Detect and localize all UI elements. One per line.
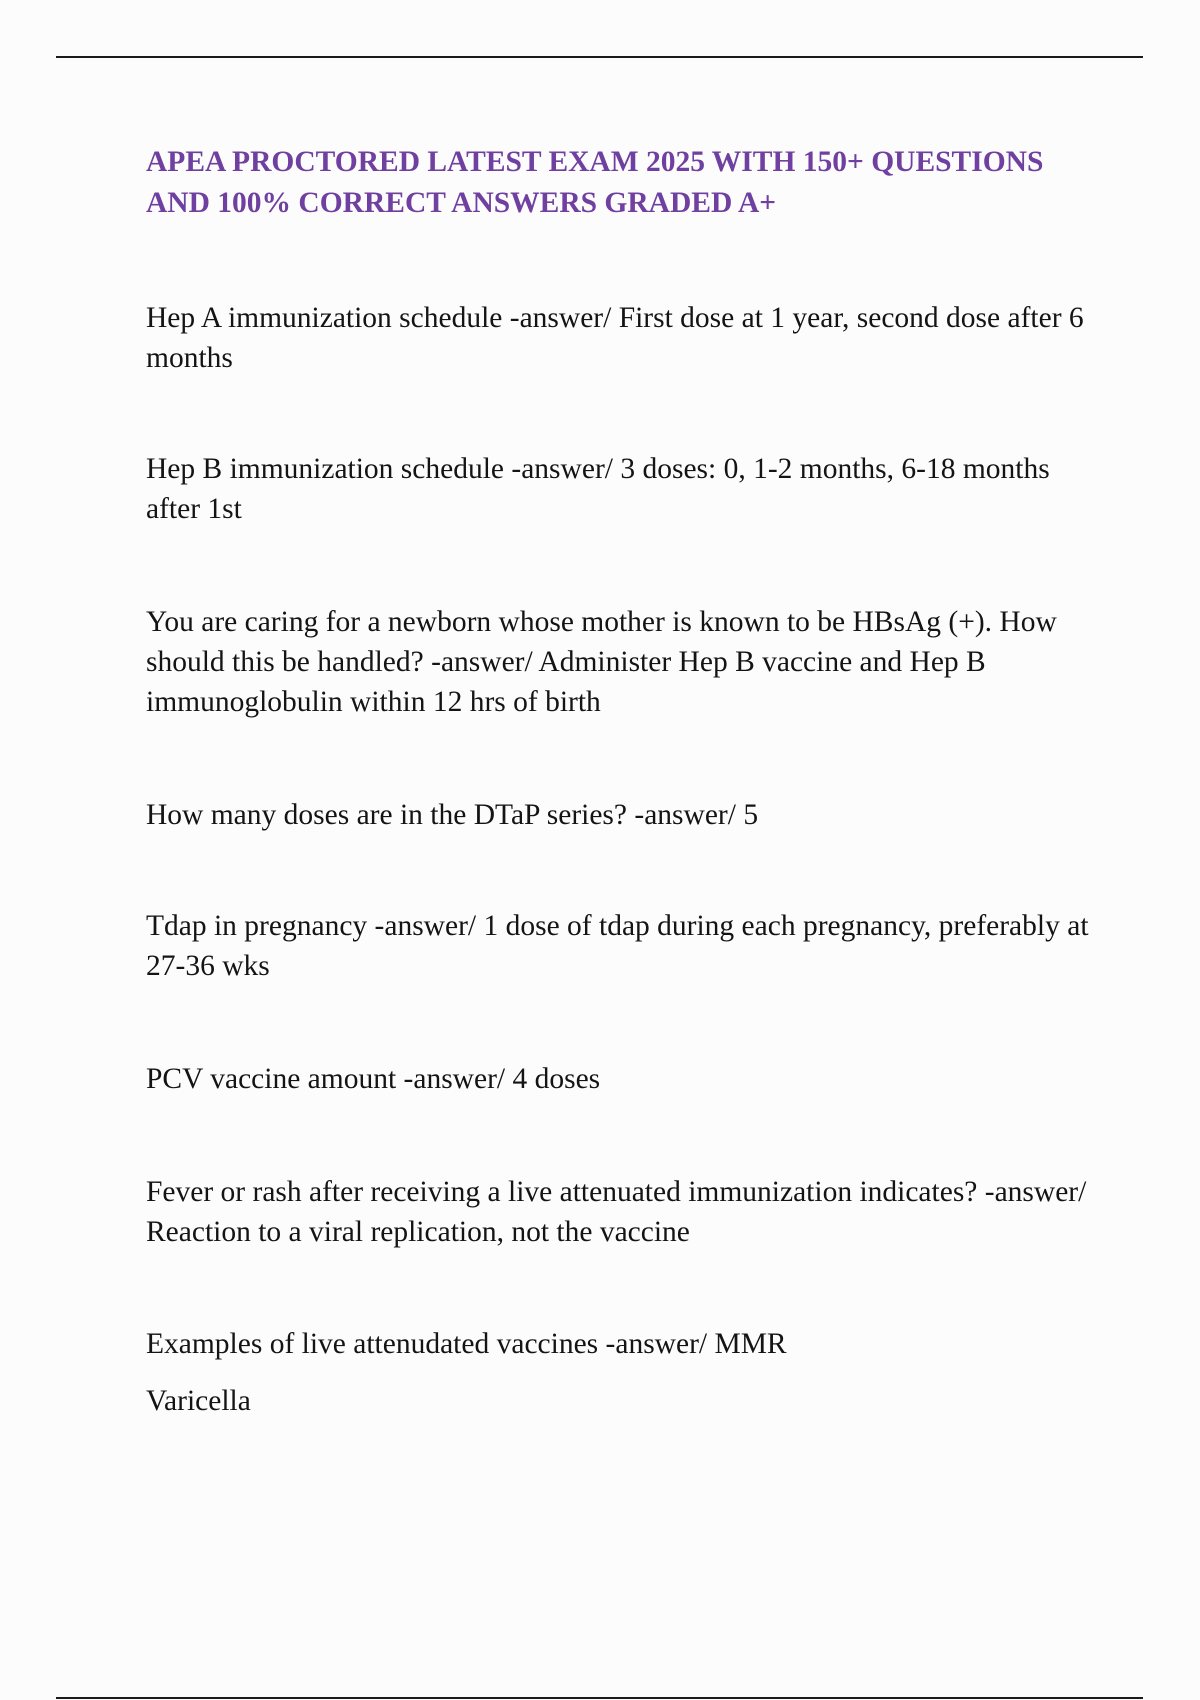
qa-item-varicella: Varicella xyxy=(146,1385,251,1417)
qa-item-hep-a: Hep A immunization schedule -answer/ First dose at 1 year, second dose after 6 months xyxy=(146,302,1084,374)
top-rule xyxy=(56,56,1143,58)
qa-item-tdap-pregnancy: Tdap in pregnancy -answer/ 1 dose of tdap during each pregnancy, preferably at 27-36 wks xyxy=(146,910,1089,982)
page-title: APEA PROCTORED LATEST EXAM 2025 WITH 150+ QUESTIONS AND 100% CORRECT ANSWERS GRADED A+ xyxy=(146,146,1044,219)
qa-item-dtap: How many doses are in the DTaP series? -answer/ 5 xyxy=(146,799,759,831)
qa-item-fever-rash: Fever or rash after receiving a live attenuated immunization indicates? -answer/ Reaction to a viral replication, not the vaccine xyxy=(146,1176,1087,1248)
qa-item-live-vaccines: Examples of live attenudated vaccines -answer/ MMR xyxy=(146,1328,787,1360)
qa-item-hep-b: Hep B immunization schedule -answer/ 3 doses: 0, 1-2 months, 6-18 months after 1st xyxy=(146,453,1050,525)
bottom-rule xyxy=(56,1697,1143,1699)
qa-item-pcv: PCV vaccine amount -answer/ 4 doses xyxy=(146,1063,601,1095)
qa-item-newborn-hbsag: You are caring for a newborn whose mother is known to be HBsAg (+). How should this be handled? -answer/ Administer Hep B vaccine and Hep B immunoglobulin within 12 hrs of birth xyxy=(146,606,1057,718)
